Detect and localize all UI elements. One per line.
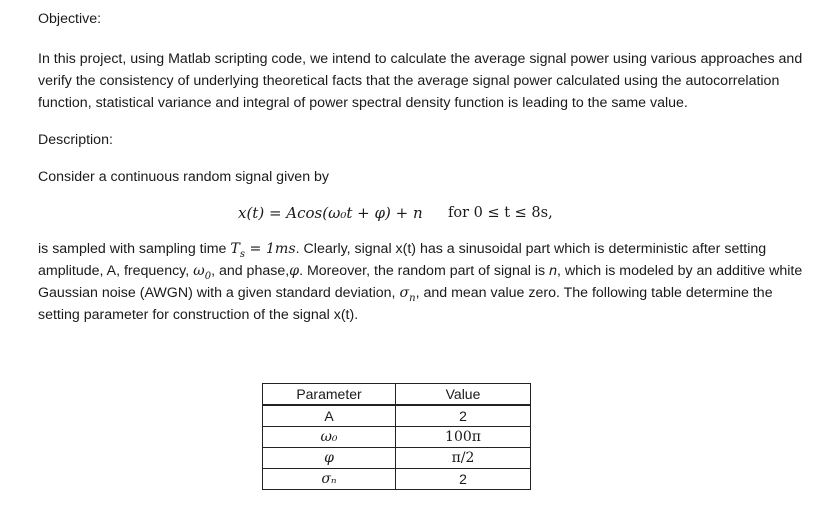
description-intro: Consider a continuous random signal given by [38,169,330,185]
ts-value: = 1ms [245,241,296,257]
table-cell-value: 2 [396,405,531,427]
equation-condition: for 0 ≤ t ≤ 8s, [448,205,553,221]
phi-symbol: φ [289,263,300,279]
table-header-row [263,384,531,406]
table-cell-parameter: ω₀ [263,427,396,448]
ts-symbol: $T_s$ [230,241,245,260]
noise-symbol: n [549,263,557,279]
table-row [263,448,531,469]
document [38,8,808,326]
sigma-symbol: $\sigma_n$ [399,285,416,304]
parameter-table [262,383,531,490]
table-cell-value: 100π [396,427,531,448]
table-cell-parameter: A [263,405,396,427]
table-header-parameter: Parameter [263,384,396,406]
table-row [263,405,531,427]
table-row [263,469,531,490]
objective-paragraph: In this project, using Matlab scripting code, we intend to calculate the average signal power using various approaches and verify the consistency of underlying theoretical facts that the average signal power calculated using the autocorrelation function, statistical variance and integral of power spectral density function is leading to the same value. [38,51,803,111]
table-cell-value: π/2 [396,448,531,469]
objective-heading: Objective: [38,11,102,27]
description-heading: Description: [38,132,113,148]
signal-equation-line [38,202,808,224]
omega-symbol: $\omega_0$ [193,263,212,282]
parameter-table-wrapper [262,383,531,490]
table-row [263,427,531,448]
description-paragraph: is sampled with sampling time $T_s = 1ms$. Clearly, signal x(t) has a sinusoidal part which is deterministic after setting amplitude, A, frequency, $\omega_0$, and phase,φ. Moreover, the random part of signal is n, which is modeled by an additive white Gaussian noise (AWGN) with a given standard deviation, $\sigma_n$, and mean value zero. The following table determine the setting parameter for construction of the signal x(t). [38,241,803,323]
table-cell-parameter: σₙ [263,469,396,490]
table-cell-value: 2 [396,469,531,490]
table-cell-parameter: φ [263,448,396,469]
p2-prefix: is sampled with sampling time [38,241,231,257]
table-header-value: Value [396,384,531,406]
signal-equation: x(t) = Acos(ω₀t + φ) + n [238,204,423,222]
